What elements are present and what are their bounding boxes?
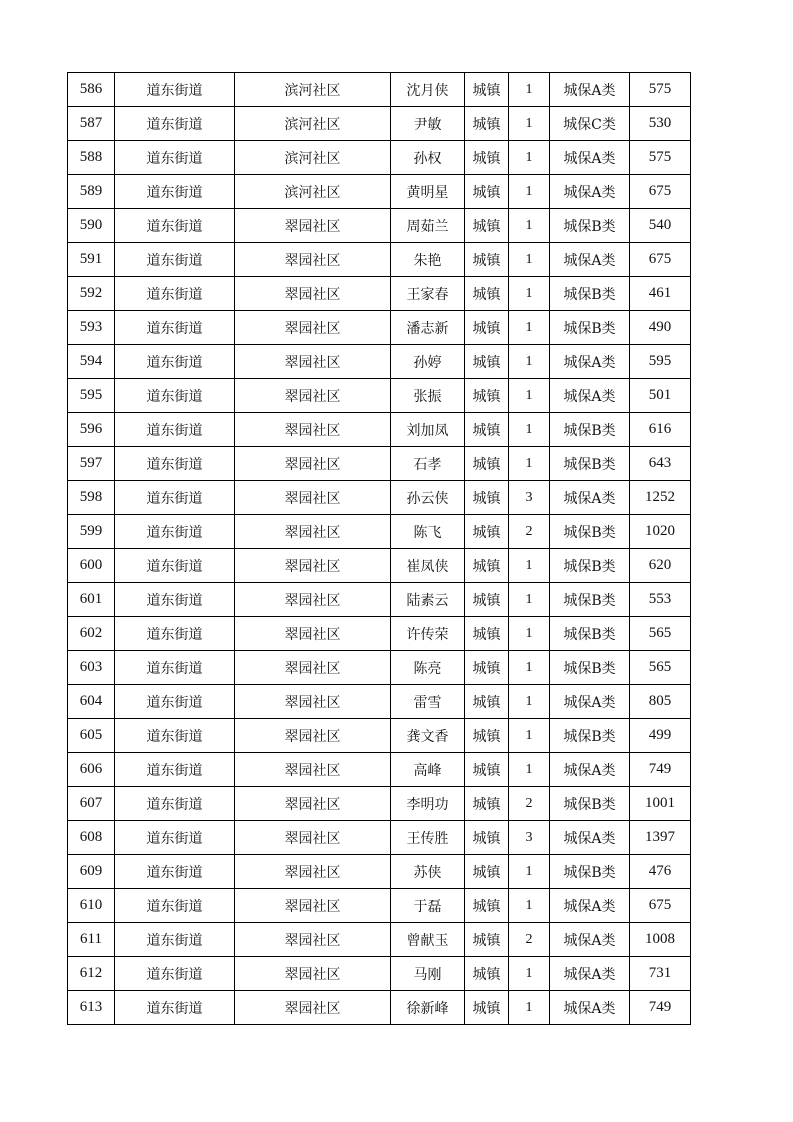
household-count-cell: 1 <box>509 685 550 719</box>
amount-cell: 501 <box>630 379 691 413</box>
insurance-category-cell: 城保A类 <box>550 923 630 957</box>
household-count-cell: 2 <box>509 787 550 821</box>
community-cell: 翠园社区 <box>235 243 391 277</box>
name-cell: 朱艳 <box>391 243 465 277</box>
street-cell: 道东街道 <box>115 345 235 379</box>
household-count-cell: 1 <box>509 617 550 651</box>
street-cell: 道东街道 <box>115 991 235 1025</box>
household-count-cell: 1 <box>509 243 550 277</box>
insurance-category-cell: 城保A类 <box>550 141 630 175</box>
community-cell: 翠园社区 <box>235 345 391 379</box>
street-cell: 道东街道 <box>115 651 235 685</box>
table-row <box>68 651 691 685</box>
insurance-category-cell: 城保A类 <box>550 753 630 787</box>
community-cell: 翠园社区 <box>235 447 391 481</box>
table-row <box>68 481 691 515</box>
name-cell: 李明功 <box>391 787 465 821</box>
street-cell: 道东街道 <box>115 957 235 991</box>
amount-cell: 731 <box>630 957 691 991</box>
amount-cell: 540 <box>630 209 691 243</box>
community-cell: 翠园社区 <box>235 209 391 243</box>
name-cell: 徐新峰 <box>391 991 465 1025</box>
table-row <box>68 447 691 481</box>
street-cell: 道东街道 <box>115 379 235 413</box>
insurance-category-cell: 城保B类 <box>550 447 630 481</box>
row-number-cell: 606 <box>68 753 115 787</box>
amount-cell: 749 <box>630 991 691 1025</box>
amount-cell: 476 <box>630 855 691 889</box>
insurance-category-cell: 城保A类 <box>550 73 630 107</box>
household-count-cell: 1 <box>509 345 550 379</box>
area-type-cell: 城镇 <box>465 889 509 923</box>
street-cell: 道东街道 <box>115 515 235 549</box>
community-cell: 翠园社区 <box>235 991 391 1025</box>
row-number-cell: 590 <box>68 209 115 243</box>
community-cell: 翠园社区 <box>235 787 391 821</box>
row-number-cell: 601 <box>68 583 115 617</box>
name-cell: 曾献玉 <box>391 923 465 957</box>
area-type-cell: 城镇 <box>465 243 509 277</box>
area-type-cell: 城镇 <box>465 345 509 379</box>
amount-cell: 553 <box>630 583 691 617</box>
community-cell: 翠园社区 <box>235 277 391 311</box>
community-cell: 翠园社区 <box>235 719 391 753</box>
row-number-cell: 605 <box>68 719 115 753</box>
row-number-cell: 597 <box>68 447 115 481</box>
household-count-cell: 1 <box>509 957 550 991</box>
area-type-cell: 城镇 <box>465 141 509 175</box>
insurance-category-cell: 城保C类 <box>550 107 630 141</box>
row-number-cell: 613 <box>68 991 115 1025</box>
table-row <box>68 243 691 277</box>
street-cell: 道东街道 <box>115 549 235 583</box>
row-number-cell: 602 <box>68 617 115 651</box>
amount-cell: 530 <box>630 107 691 141</box>
insurance-category-cell: 城保B类 <box>550 311 630 345</box>
amount-cell: 643 <box>630 447 691 481</box>
table-row <box>68 311 691 345</box>
amount-cell: 575 <box>630 141 691 175</box>
area-type-cell: 城镇 <box>465 175 509 209</box>
row-number-cell: 609 <box>68 855 115 889</box>
amount-cell: 490 <box>630 311 691 345</box>
area-type-cell: 城镇 <box>465 923 509 957</box>
table-row <box>68 73 691 107</box>
insurance-category-cell: 城保A类 <box>550 379 630 413</box>
row-number-cell: 612 <box>68 957 115 991</box>
household-count-cell: 1 <box>509 209 550 243</box>
insurance-category-cell: 城保B类 <box>550 209 630 243</box>
area-type-cell: 城镇 <box>465 311 509 345</box>
name-cell: 许传荣 <box>391 617 465 651</box>
name-cell: 崔凤侠 <box>391 549 465 583</box>
community-cell: 翠园社区 <box>235 617 391 651</box>
area-type-cell: 城镇 <box>465 651 509 685</box>
amount-cell: 616 <box>630 413 691 447</box>
household-count-cell: 1 <box>509 719 550 753</box>
name-cell: 陈亮 <box>391 651 465 685</box>
amount-cell: 675 <box>630 889 691 923</box>
household-count-cell: 1 <box>509 583 550 617</box>
household-count-cell: 1 <box>509 311 550 345</box>
row-number-cell: 588 <box>68 141 115 175</box>
insurance-category-cell: 城保B类 <box>550 617 630 651</box>
street-cell: 道东街道 <box>115 787 235 821</box>
row-number-cell: 610 <box>68 889 115 923</box>
row-number-cell: 593 <box>68 311 115 345</box>
amount-cell: 675 <box>630 175 691 209</box>
insurance-category-cell: 城保A类 <box>550 243 630 277</box>
data-table <box>67 72 691 1025</box>
area-type-cell: 城镇 <box>465 583 509 617</box>
community-cell: 滨河社区 <box>235 73 391 107</box>
amount-cell: 565 <box>630 651 691 685</box>
name-cell: 马刚 <box>391 957 465 991</box>
community-cell: 翠园社区 <box>235 821 391 855</box>
table-row <box>68 753 691 787</box>
amount-cell: 1020 <box>630 515 691 549</box>
insurance-category-cell: 城保A类 <box>550 889 630 923</box>
street-cell: 道东街道 <box>115 889 235 923</box>
community-cell: 翠园社区 <box>235 413 391 447</box>
street-cell: 道东街道 <box>115 175 235 209</box>
table-row <box>68 685 691 719</box>
insurance-category-cell: 城保A类 <box>550 957 630 991</box>
household-count-cell: 1 <box>509 141 550 175</box>
name-cell: 苏侠 <box>391 855 465 889</box>
insurance-category-cell: 城保B类 <box>550 651 630 685</box>
household-count-cell: 1 <box>509 277 550 311</box>
household-count-cell: 1 <box>509 753 550 787</box>
area-type-cell: 城镇 <box>465 855 509 889</box>
insurance-category-cell: 城保B类 <box>550 413 630 447</box>
name-cell: 王家春 <box>391 277 465 311</box>
area-type-cell: 城镇 <box>465 107 509 141</box>
name-cell: 于磊 <box>391 889 465 923</box>
community-cell: 翠园社区 <box>235 889 391 923</box>
table-row <box>68 889 691 923</box>
household-count-cell: 1 <box>509 549 550 583</box>
amount-cell: 805 <box>630 685 691 719</box>
row-number-cell: 598 <box>68 481 115 515</box>
community-cell: 翠园社区 <box>235 515 391 549</box>
table-row <box>68 379 691 413</box>
amount-cell: 1001 <box>630 787 691 821</box>
name-cell: 潘志新 <box>391 311 465 345</box>
row-number-cell: 587 <box>68 107 115 141</box>
insurance-category-cell: 城保A类 <box>550 821 630 855</box>
table-row <box>68 583 691 617</box>
street-cell: 道东街道 <box>115 141 235 175</box>
table-row <box>68 209 691 243</box>
street-cell: 道东街道 <box>115 685 235 719</box>
street-cell: 道东街道 <box>115 855 235 889</box>
household-count-cell: 1 <box>509 379 550 413</box>
table-row <box>68 991 691 1025</box>
community-cell: 翠园社区 <box>235 651 391 685</box>
row-number-cell: 611 <box>68 923 115 957</box>
row-number-cell: 603 <box>68 651 115 685</box>
community-cell: 翠园社区 <box>235 753 391 787</box>
street-cell: 道东街道 <box>115 243 235 277</box>
row-number-cell: 595 <box>68 379 115 413</box>
household-count-cell: 1 <box>509 991 550 1025</box>
row-number-cell: 604 <box>68 685 115 719</box>
name-cell: 陈飞 <box>391 515 465 549</box>
row-number-cell: 607 <box>68 787 115 821</box>
street-cell: 道东街道 <box>115 209 235 243</box>
name-cell: 石孝 <box>391 447 465 481</box>
amount-cell: 1252 <box>630 481 691 515</box>
household-count-cell: 1 <box>509 447 550 481</box>
area-type-cell: 城镇 <box>465 515 509 549</box>
area-type-cell: 城镇 <box>465 787 509 821</box>
name-cell: 陆素云 <box>391 583 465 617</box>
name-cell: 孙权 <box>391 141 465 175</box>
area-type-cell: 城镇 <box>465 957 509 991</box>
area-type-cell: 城镇 <box>465 821 509 855</box>
street-cell: 道东街道 <box>115 277 235 311</box>
street-cell: 道东街道 <box>115 583 235 617</box>
table-row <box>68 549 691 583</box>
name-cell: 高峰 <box>391 753 465 787</box>
area-type-cell: 城镇 <box>465 719 509 753</box>
area-type-cell: 城镇 <box>465 549 509 583</box>
area-type-cell: 城镇 <box>465 617 509 651</box>
table-row <box>68 175 691 209</box>
street-cell: 道东街道 <box>115 447 235 481</box>
amount-cell: 749 <box>630 753 691 787</box>
area-type-cell: 城镇 <box>465 379 509 413</box>
table-row <box>68 107 691 141</box>
table-row <box>68 617 691 651</box>
table-row <box>68 957 691 991</box>
amount-cell: 499 <box>630 719 691 753</box>
name-cell: 孙婷 <box>391 345 465 379</box>
area-type-cell: 城镇 <box>465 73 509 107</box>
name-cell: 雷雪 <box>391 685 465 719</box>
name-cell: 孙云侠 <box>391 481 465 515</box>
household-count-cell: 2 <box>509 515 550 549</box>
community-cell: 滨河社区 <box>235 175 391 209</box>
name-cell: 刘加凤 <box>391 413 465 447</box>
household-count-cell: 3 <box>509 481 550 515</box>
community-cell: 滨河社区 <box>235 141 391 175</box>
name-cell: 张振 <box>391 379 465 413</box>
row-number-cell: 591 <box>68 243 115 277</box>
insurance-category-cell: 城保A类 <box>550 481 630 515</box>
household-count-cell: 3 <box>509 821 550 855</box>
table-row <box>68 821 691 855</box>
name-cell: 黄明星 <box>391 175 465 209</box>
insurance-category-cell: 城保A类 <box>550 991 630 1025</box>
insurance-category-cell: 城保B类 <box>550 787 630 821</box>
area-type-cell: 城镇 <box>465 413 509 447</box>
area-type-cell: 城镇 <box>465 481 509 515</box>
area-type-cell: 城镇 <box>465 277 509 311</box>
street-cell: 道东街道 <box>115 481 235 515</box>
insurance-category-cell: 城保B类 <box>550 583 630 617</box>
row-number-cell: 608 <box>68 821 115 855</box>
community-cell: 翠园社区 <box>235 481 391 515</box>
community-cell: 翠园社区 <box>235 549 391 583</box>
row-number-cell: 586 <box>68 73 115 107</box>
insurance-category-cell: 城保B类 <box>550 855 630 889</box>
row-number-cell: 596 <box>68 413 115 447</box>
amount-cell: 461 <box>630 277 691 311</box>
community-cell: 翠园社区 <box>235 855 391 889</box>
table-row <box>68 141 691 175</box>
street-cell: 道东街道 <box>115 413 235 447</box>
household-count-cell: 2 <box>509 923 550 957</box>
insurance-category-cell: 城保B类 <box>550 549 630 583</box>
insurance-category-cell: 城保B类 <box>550 277 630 311</box>
amount-cell: 1397 <box>630 821 691 855</box>
household-count-cell: 1 <box>509 107 550 141</box>
amount-cell: 595 <box>630 345 691 379</box>
row-number-cell: 589 <box>68 175 115 209</box>
table-row <box>68 923 691 957</box>
area-type-cell: 城镇 <box>465 685 509 719</box>
row-number-cell: 594 <box>68 345 115 379</box>
table-row <box>68 515 691 549</box>
community-cell: 翠园社区 <box>235 923 391 957</box>
area-type-cell: 城镇 <box>465 753 509 787</box>
street-cell: 道东街道 <box>115 311 235 345</box>
row-number-cell: 599 <box>68 515 115 549</box>
household-count-cell: 1 <box>509 651 550 685</box>
name-cell: 周茹兰 <box>391 209 465 243</box>
insurance-category-cell: 城保A类 <box>550 175 630 209</box>
table-row <box>68 413 691 447</box>
name-cell: 沈月侠 <box>391 73 465 107</box>
household-count-cell: 1 <box>509 73 550 107</box>
community-cell: 翠园社区 <box>235 685 391 719</box>
row-number-cell: 592 <box>68 277 115 311</box>
insurance-category-cell: 城保A类 <box>550 685 630 719</box>
name-cell: 尹敏 <box>391 107 465 141</box>
table-row <box>68 855 691 889</box>
community-cell: 翠园社区 <box>235 583 391 617</box>
street-cell: 道东街道 <box>115 719 235 753</box>
table-row <box>68 277 691 311</box>
household-count-cell: 1 <box>509 889 550 923</box>
name-cell: 龚文香 <box>391 719 465 753</box>
community-cell: 翠园社区 <box>235 957 391 991</box>
area-type-cell: 城镇 <box>465 447 509 481</box>
amount-cell: 675 <box>630 243 691 277</box>
street-cell: 道东街道 <box>115 753 235 787</box>
insurance-category-cell: 城保A类 <box>550 345 630 379</box>
insurance-category-cell: 城保B类 <box>550 719 630 753</box>
community-cell: 滨河社区 <box>235 107 391 141</box>
street-cell: 道东街道 <box>115 107 235 141</box>
street-cell: 道东街道 <box>115 617 235 651</box>
name-cell: 王传胜 <box>391 821 465 855</box>
table-row <box>68 345 691 379</box>
household-count-cell: 1 <box>509 413 550 447</box>
household-count-cell: 1 <box>509 855 550 889</box>
amount-cell: 565 <box>630 617 691 651</box>
street-cell: 道东街道 <box>115 73 235 107</box>
amount-cell: 1008 <box>630 923 691 957</box>
amount-cell: 575 <box>630 73 691 107</box>
street-cell: 道东街道 <box>115 821 235 855</box>
amount-cell: 620 <box>630 549 691 583</box>
table-row <box>68 719 691 753</box>
row-number-cell: 600 <box>68 549 115 583</box>
community-cell: 翠园社区 <box>235 311 391 345</box>
area-type-cell: 城镇 <box>465 209 509 243</box>
insurance-category-cell: 城保B类 <box>550 515 630 549</box>
community-cell: 翠园社区 <box>235 379 391 413</box>
household-count-cell: 1 <box>509 175 550 209</box>
table-body <box>68 73 691 1025</box>
street-cell: 道东街道 <box>115 923 235 957</box>
area-type-cell: 城镇 <box>465 991 509 1025</box>
table-row <box>68 787 691 821</box>
